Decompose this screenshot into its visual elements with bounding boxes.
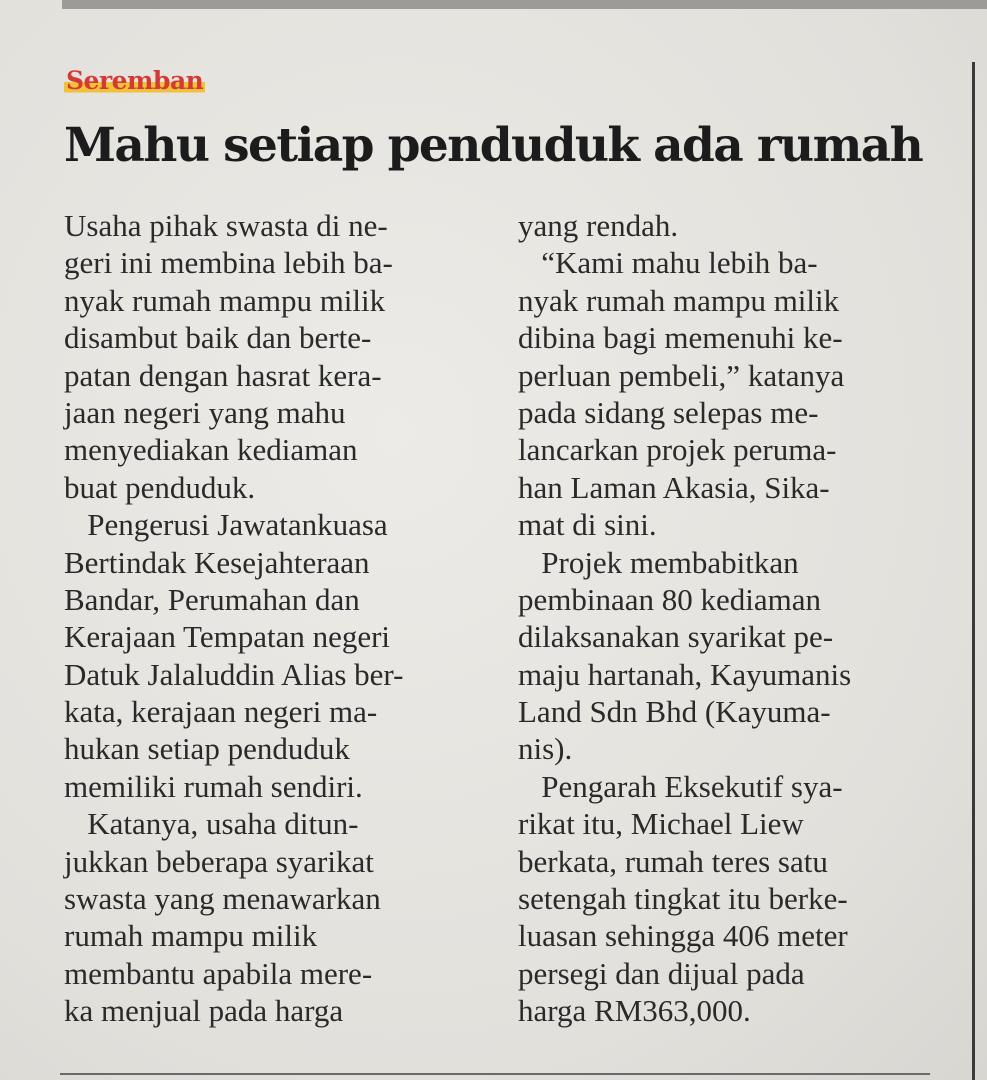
article-line: membantu apabila mere- xyxy=(64,955,373,991)
article-line: hukan setiap penduduk xyxy=(64,731,350,767)
article-line: geri ini membina lebih ba- xyxy=(64,245,393,281)
article-line: rikat itu, Michael Liew xyxy=(518,806,804,842)
article-line: pembinaan 80 kediaman xyxy=(518,581,822,617)
article-line: swasta yang menawarkan xyxy=(64,881,381,917)
headline: Mahu setiap penduduk ada rumah xyxy=(64,118,923,173)
article-line: jaan negeri yang mahu xyxy=(64,394,346,430)
article-line: Katanya, usaha ditun- xyxy=(64,806,359,842)
article-line: buat penduduk. xyxy=(64,469,256,505)
article-line: dibina bagi memenuhi ke- xyxy=(518,320,843,356)
article-line: persegi dan dijual pada xyxy=(518,955,805,991)
article-line: “Kami mahu lebih ba- xyxy=(518,245,818,281)
article-line: Projek membabitkan xyxy=(518,544,799,580)
article-line: kata, kerajaan negeri ma- xyxy=(64,694,378,730)
article-line: rumah mampu milik xyxy=(64,918,318,954)
article-column-right xyxy=(518,207,938,1030)
article-line: lancarkan projek peruma- xyxy=(518,432,837,468)
article-line: maju hartanah, Kayumanis xyxy=(518,656,852,692)
article-line: Bandar, Perumahan dan xyxy=(64,581,360,617)
article-column-left xyxy=(64,207,484,1030)
article-line: han Laman Akasia, Sika- xyxy=(518,469,830,505)
article-line: menyediakan kediaman xyxy=(64,432,358,468)
article-line: Kerajaan Tempatan negeri xyxy=(64,619,391,655)
section-label: Seremban xyxy=(66,66,204,95)
article-line: Usaha pihak swasta di ne- xyxy=(64,208,388,243)
article-line: jukkan beberapa syarikat xyxy=(64,843,374,879)
article-line: patan dengan hasrat kera- xyxy=(64,357,382,393)
article-line: nis). xyxy=(518,731,573,767)
article-line: dilaksanakan syarikat pe- xyxy=(518,619,834,655)
article-line: mat di sini. xyxy=(518,507,657,543)
article-line: Bertindak Kesejahteraan xyxy=(64,544,370,580)
column-rule-right xyxy=(972,62,975,1080)
article-line: memiliki rumah sendiri. xyxy=(64,768,363,804)
article-line: nyak rumah mampu milik xyxy=(518,282,840,318)
article-line: setengah tingkat itu berke- xyxy=(518,881,848,917)
article-line: ka menjual pada harga xyxy=(64,993,344,1029)
article-line: perluan pembeli,” katanya xyxy=(518,357,845,393)
article-line: pada sidang selepas me- xyxy=(518,394,819,430)
article-line: Pengarah Eksekutif sya- xyxy=(518,768,843,804)
article-line: nyak rumah mampu milik xyxy=(64,282,386,318)
article-line: Pengerusi Jawatankuasa xyxy=(64,507,388,543)
article-line: luasan sehingga 406 meter xyxy=(518,918,848,954)
article-line: disambut baik dan berte- xyxy=(64,320,372,356)
article-line: berkata, rumah teres satu xyxy=(518,843,828,879)
article-line: harga RM363,000. xyxy=(518,993,751,1029)
article-line: Datuk Jalaluddin Alias ber- xyxy=(64,656,404,692)
article-line: yang rendah. xyxy=(518,208,679,243)
top-divider xyxy=(62,0,987,9)
bottom-divider xyxy=(60,1073,930,1075)
article-line: Land Sdn Bhd (Kayuma- xyxy=(518,694,831,730)
